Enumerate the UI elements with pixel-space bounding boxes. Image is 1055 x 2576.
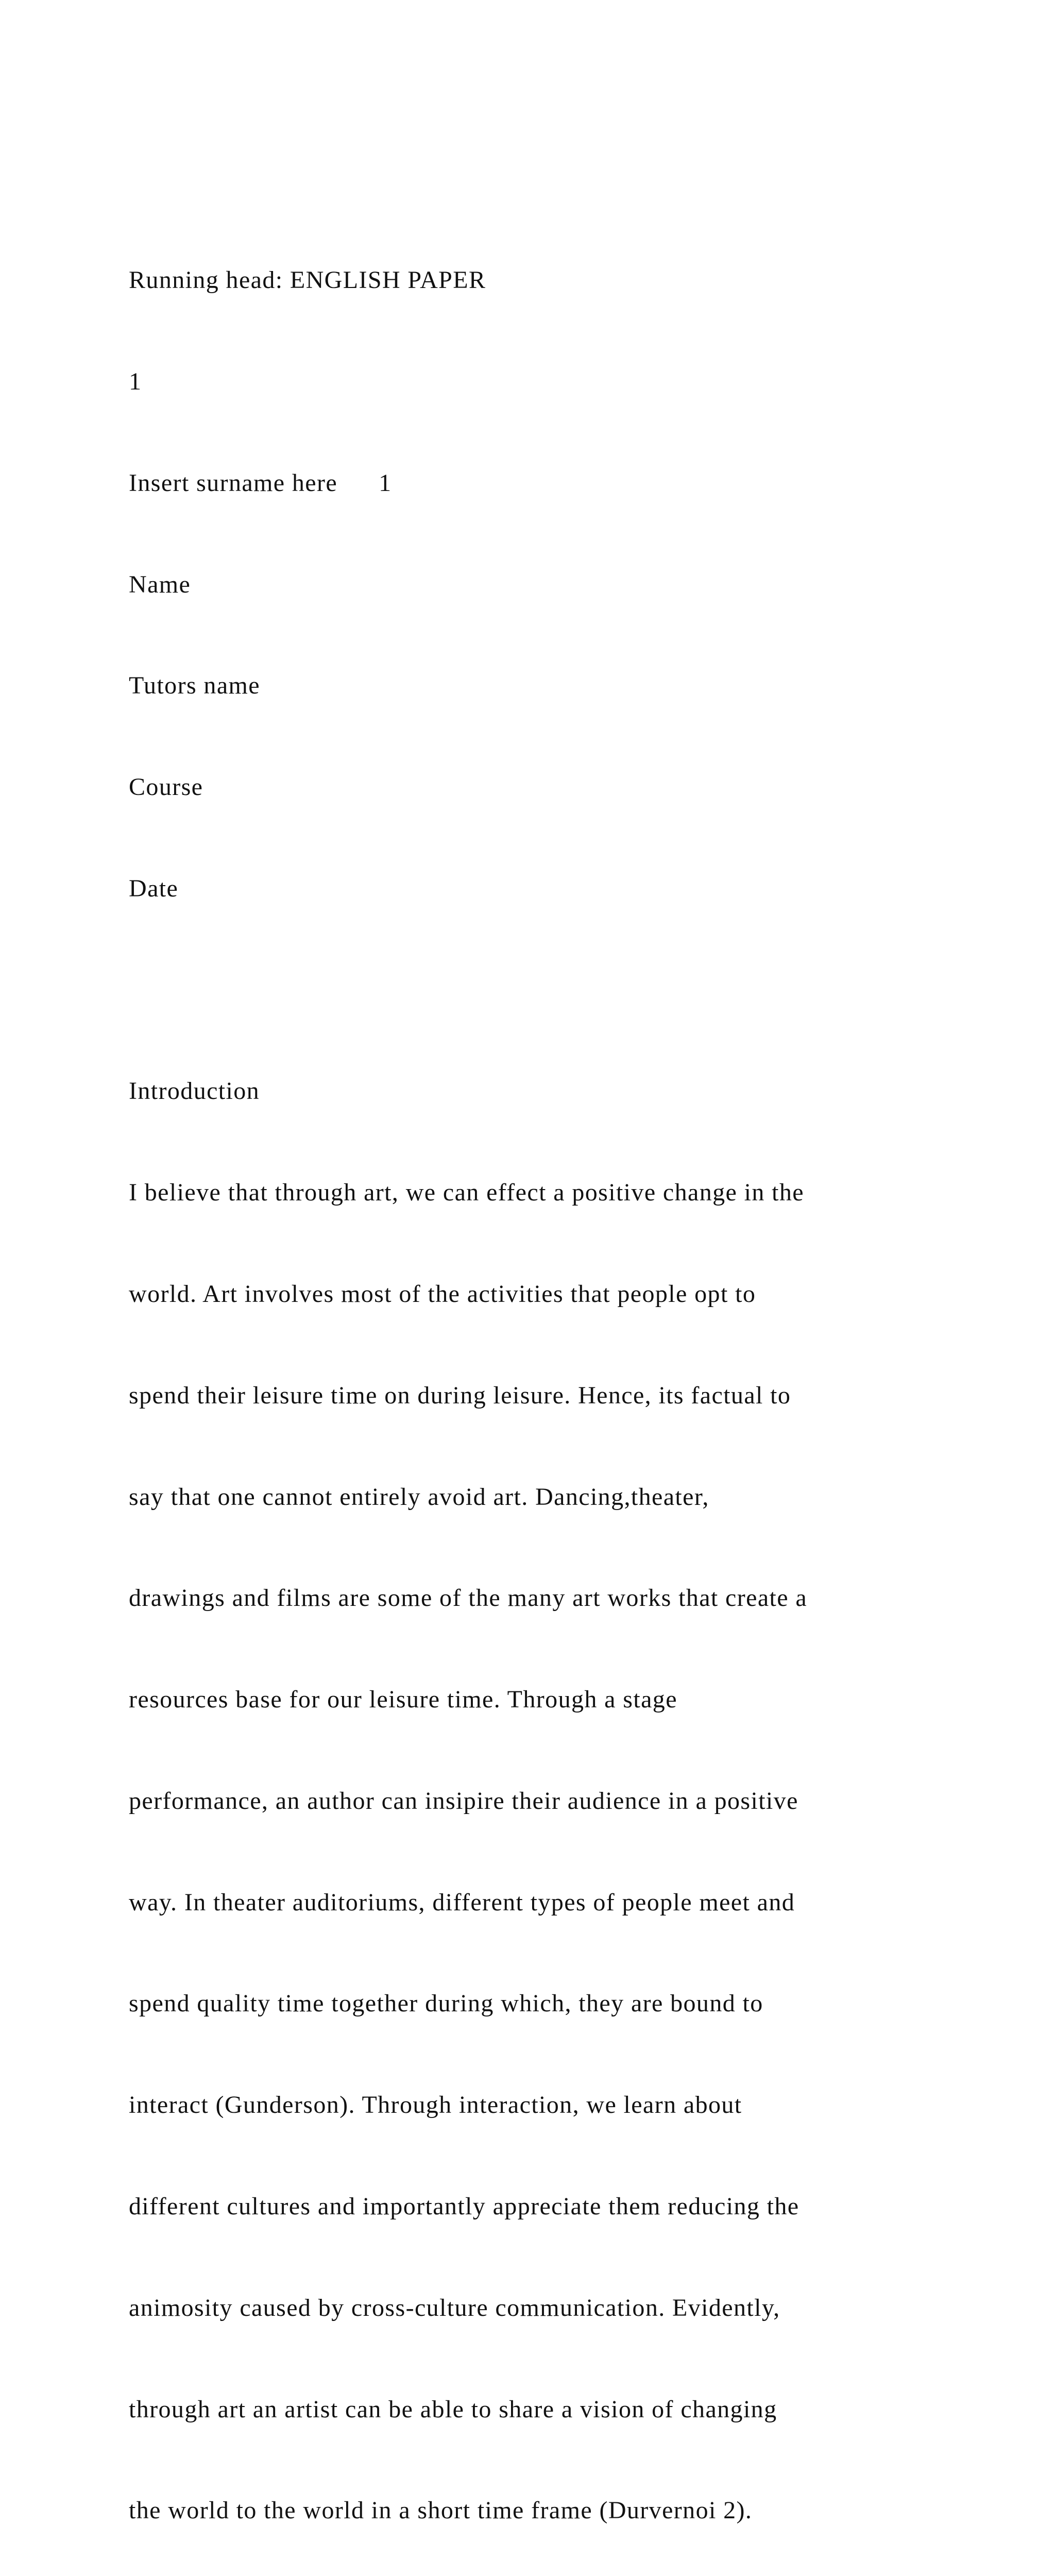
intro-line: different cultures and importantly appreciate them reducing the	[129, 2193, 799, 2221]
intro-line: animosity caused by cross-culture communication. Evidently,	[129, 2294, 780, 2321]
intro-line: spend quality time together during which, they are bound to	[129, 1990, 763, 2018]
spacer	[129, 973, 953, 1007]
course-name: Course	[129, 773, 203, 801]
intro-line: drawings and films are some of the many art works that create a	[129, 1584, 808, 1612]
introduction-heading: Introduction	[129, 1077, 260, 1105]
intro-line: I believe that through art, we can effect a positive change in the	[129, 1179, 805, 1207]
intro-line: the world to the world in a short time frame (Durvernoi 2).	[129, 2497, 753, 2524]
student-name: Name	[129, 570, 191, 598]
page-number: 1	[129, 367, 142, 395]
intro-line: resources base for our leisure time. Through a stage	[129, 1686, 677, 1714]
surname-label: Insert surname here	[129, 469, 338, 497]
intro-line: say that one cannot entirely avoid art. Dancing,theater,	[129, 1483, 709, 1511]
intro-line: performance, an author can insipire their audience in a positive	[129, 1787, 798, 1815]
surname-header	[129, 466, 953, 500]
intro-line: through art an artist can be able to share a vision of changing	[129, 2395, 777, 2423]
intro-line: spend their leisure time on during leisure. Hence, its factual to	[129, 1381, 791, 1409]
intro-line: world. Art involves most of the activities that people opt to	[129, 1280, 756, 1308]
date-line: Date	[129, 874, 179, 902]
intro-line: way. In theater auditoriums, different types of people meet and	[129, 1888, 795, 1916]
document-body	[129, 196, 953, 2576]
intro-line: interact (Gunderson). Through interaction, we learn about	[129, 2091, 742, 2119]
running-head: Running head: ENGLISH PAPER	[129, 266, 486, 294]
surname-page-number: 1	[379, 469, 392, 497]
tutor-name: Tutors name	[129, 672, 260, 700]
